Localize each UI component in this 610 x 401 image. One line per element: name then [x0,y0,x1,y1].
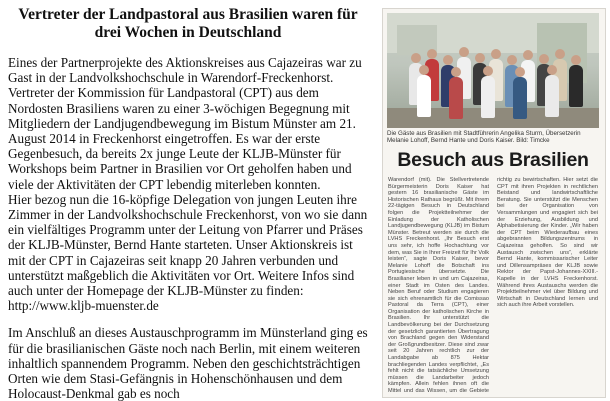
newspaper-clipping [382,8,606,398]
photo-caption: Die Gäste aus Brasilien mit Stadtführerin Angelika Sturm, Übersetzerin Melanie Lohoff, Bernd Hante und Doris Kaiser. Bild: Timcke [387,130,581,145]
title-line-1: Vertreter der Landpastoral aus Brasilien waren für [18,6,358,23]
article-paragraph: Im Anschluß an dieses Austauschprogramm im Münsterland ging es für die brasilianischen Gäste noch nach Berlin, mit einem weiteren inhaltlich spannendem Programm. Neben den geschichtsträchtigen Orten wie dem Stasi-Gefängnis in Hohenschönhausen und dem Holocaust-Denkmal gab es noch [8,325,368,401]
article-paragraph: Eines der Partnerprojekte des Aktionskreises aus Cajazeiras war zu Gast in der Landvolkshochschule in Warendorf-Freckenhorst. Vertreter der Kommission für Landpastoral (CPT) aus dem Nordosten Brasiliens waren zu einer 3-wöchigen Begegnung mit Mitgliedern der Landjugendbewegung im Bistum Münster am 21. August 2014 in Freckenhorst eingetroffen. Es war der erste Gegenbesuch, da bereits 2x junge Leute der KLJB-Münster für Workshops beim Partner in Brasilien vor Ort geholfen haben und viele der Aktivitäten der CPT lebendig miterleben konnten. [8,55,362,192]
clipping-body-text: Warendorf (mit). Die Stellvertretende Bürgermeisterin Doris Kaiser hat gestern 16 brasilianische Gäste im Historischen Rathaus begrüßt. Mit ihrem 22-tägigen Besuch in Deutschland folgen die Projektteilnehmer der Einladung der Katholischen Landjugendbewegung (KLJB) im Bistum Münster. Betreut werden sie durch die LVHS Freckenhorst. „Ihr Besuch erst uns sehr, ich hoffe Hochachtung vor dem, was Sie in Ihrer Freizeit für Ihr Volk leisten“, sagte Doris Kaiser, bevor Melanie Lohoff die Botschaft ins Portugiesische übersetzte. Die Brasilianer leben in und um Cajazeiras, einer Stadt im Osten des Landes. Neben Beruf oder Studium engagieren sie sich ehrenamtlich für die Comissao Pastoral da Terra (CPT), einer Organisation der katholischen Kirche in Brasilien. Ihr unterstützt die Landbevölkerung bei der Durchsetzung der gesetzlich garantierten Übertragung von Brachland gegen den Widerstand der Großgrundbesitzer. Diese sind zwar seit 20 Jahren rechtlich zur der Landabgabe ab 875 Hektar brachliegenden Landes verpflichtet, „Es fehlt nicht die tatsächliche Umsetzung müssen die Landarbeiter jedoch kämpfen. Allein fehlen ihnen oft die Mittel und das Wissen, um die Gebiete richtig zu bewirtschaften. Hier setzt die CPT mit ihren Projekten in rechtlichen Beistand und landwirtschaftliche Beratung. Sie unterstützt die Menschen bei der Organisation von Versammlungen und engagiert sich bei der Erziehung, Ausbildung und Alphabetisierung der Kinder. „Wir haben der CPT beim Wiederaufbau eines abgebrannten Bildungszentrums in Cajazeiras geholfen. So sind wir Austausch zwischen uns“, erklärte Bernd Hante, kommissarischer Leiter und Dillensampräses der KLJB sowie Rektor der Papst-Johannes-XXIII.-Kapelle in der LVHS Freckenhorst. Während ihres Austauschs werden die Projektteilnehmer viel über Bildung und Wirtschaft in Deutschland lernen und sich auch ihre Arbeit vorstellen. [388,177,598,394]
article-body [8,55,372,401]
group-photo [387,13,599,128]
article-paragraph: Hier bezog nun die 16-köpfige Delegation von jungen Leuten ihre Zimmer in der Landvolkshochschule Freckenhorst, von wo sie dann ein vielfältiges Programm unter der Leitung von Pfarrer und Präses der KLJB-Münster, Bernd Hante starteten. Unser Aktionskreis ist mit der CPT in Cajazeiras seit knapp 20 Jahren verbunden und unterstützt maßgeblich die Aktivitäten vor Ort. Weitere Infos sind auch unter der Homepage der KLJB-Münster zu finden: http://www.kljb-muenster.de [8,191,368,314]
clipping-headline: Besuch aus Brasilien [397,149,589,171]
title-line-2: drei Wochen in Deutschland [94,24,282,41]
page-title [8,6,368,42]
clipping-body [388,177,598,395]
